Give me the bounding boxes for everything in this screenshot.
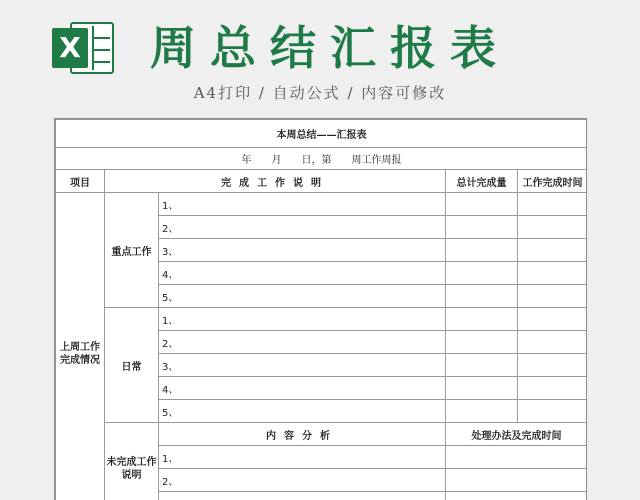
col-header-method: 处理办法及完成时间 bbox=[446, 423, 588, 446]
table-cell-total[interactable] bbox=[446, 262, 518, 285]
table-cell-desc[interactable]: 5、 bbox=[159, 400, 446, 423]
table-cell-desc[interactable]: 3、 bbox=[159, 354, 446, 377]
date-line[interactable]: 年 月 日，第 周工作周报 bbox=[56, 148, 588, 170]
group-label-daily: 日常 bbox=[105, 308, 159, 423]
table-cell-time[interactable] bbox=[518, 285, 588, 308]
table-cell-desc[interactable]: 4、 bbox=[159, 262, 446, 285]
logo-grid-line bbox=[92, 49, 110, 51]
col-header-time: 工作完成时间 bbox=[518, 170, 588, 193]
table-cell-desc[interactable]: 3、 bbox=[159, 239, 446, 262]
table-cell-content[interactable] bbox=[159, 492, 446, 500]
sheet-heading[interactable]: 本周总结——汇报表 bbox=[56, 120, 588, 148]
report-table bbox=[55, 119, 587, 500]
excel-logo-icon bbox=[52, 20, 116, 76]
table-cell-total[interactable] bbox=[446, 239, 518, 262]
table-cell-time[interactable] bbox=[518, 377, 588, 400]
table-cell-total[interactable] bbox=[446, 377, 518, 400]
col-header-content-analysis: 内容分析 bbox=[159, 423, 446, 446]
table-cell-total[interactable] bbox=[446, 354, 518, 377]
col-header-total: 总计完成量 bbox=[446, 170, 518, 193]
table-cell-content[interactable]: 2、 bbox=[159, 469, 446, 492]
table-cell-time[interactable] bbox=[518, 239, 588, 262]
table-cell-time[interactable] bbox=[518, 354, 588, 377]
table-cell-desc[interactable]: 1、 bbox=[159, 193, 446, 216]
table-cell-total[interactable] bbox=[446, 308, 518, 331]
group-label-unfinished: 未完成工作说明 bbox=[105, 423, 159, 500]
logo-grid-line bbox=[92, 37, 110, 39]
table-cell-total[interactable] bbox=[446, 193, 518, 216]
table-cell-time[interactable] bbox=[518, 331, 588, 354]
table-cell-total[interactable] bbox=[446, 216, 518, 239]
report-sheet bbox=[54, 118, 587, 500]
banner bbox=[0, 0, 640, 118]
table-cell-time[interactable] bbox=[518, 400, 588, 423]
logo-grid-line bbox=[92, 26, 94, 70]
table-cell-time[interactable] bbox=[518, 216, 588, 239]
table-cell-method[interactable] bbox=[446, 469, 588, 492]
table-cell-time[interactable] bbox=[518, 262, 588, 285]
col-header-item: 项目 bbox=[56, 170, 105, 193]
table-cell-desc[interactable]: 2、 bbox=[159, 216, 446, 239]
table-cell-total[interactable] bbox=[446, 331, 518, 354]
section-label-main: 上周工作完成情况 bbox=[56, 193, 105, 500]
table-cell-desc[interactable]: 2、 bbox=[159, 331, 446, 354]
col-header-desc: 完成工作说明 bbox=[105, 170, 446, 193]
group-label-key: 重点工作 bbox=[105, 193, 159, 308]
table-cell-time[interactable] bbox=[518, 308, 588, 331]
logo-letter: X bbox=[52, 28, 88, 68]
table-cell-total[interactable] bbox=[446, 285, 518, 308]
page-title: 周总结汇报表 bbox=[150, 21, 510, 75]
table-cell-desc[interactable]: 5、 bbox=[159, 285, 446, 308]
table-cell-desc[interactable]: 4、 bbox=[159, 377, 446, 400]
logo-grid-line bbox=[92, 61, 110, 63]
table-cell-total[interactable] bbox=[446, 400, 518, 423]
table-cell-time[interactable] bbox=[518, 193, 588, 216]
table-cell-method[interactable] bbox=[446, 446, 588, 469]
page-subtitle: A4打印 / 自动公式 / 内容可修改 bbox=[193, 84, 447, 102]
table-cell-method[interactable] bbox=[446, 492, 588, 500]
table-cell-content[interactable]: 1、 bbox=[159, 446, 446, 469]
table-cell-desc[interactable]: 1、 bbox=[159, 308, 446, 331]
